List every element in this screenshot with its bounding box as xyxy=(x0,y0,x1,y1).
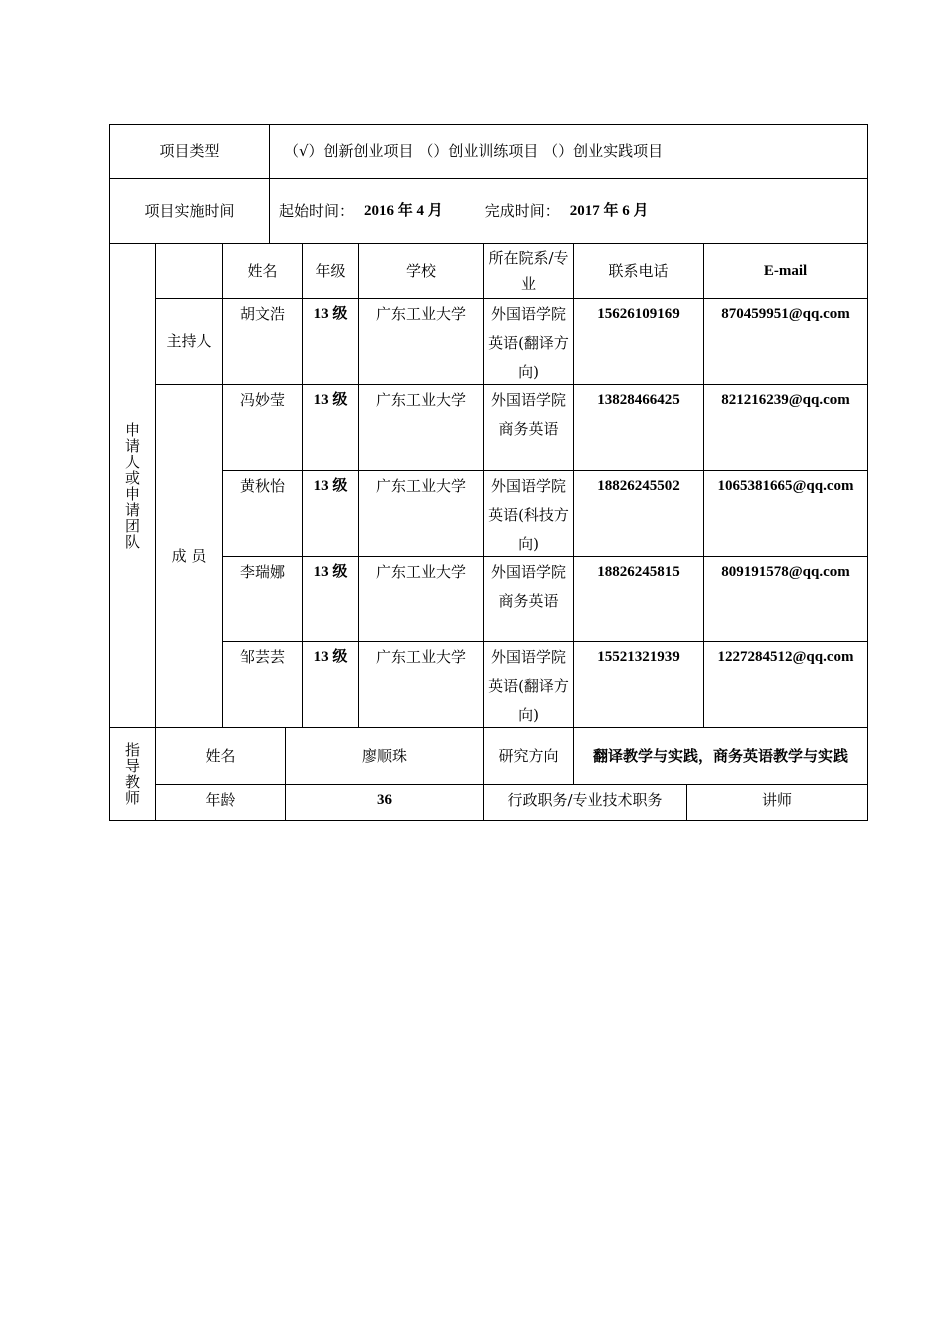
project-time-label: 项目实施时间 xyxy=(144,201,235,220)
member-grade: 13 级 xyxy=(313,478,348,494)
team-section-label xyxy=(110,244,155,727)
advisor-research-label: 研究方向 xyxy=(498,746,559,765)
member-school: 广东工业大学 xyxy=(375,391,466,409)
member-name: 冯妙莹 xyxy=(239,391,285,409)
advisor-label-char: 师 xyxy=(124,789,140,807)
advisor-age-label: 年龄 xyxy=(205,791,236,809)
advisor-label-char: 导 xyxy=(124,757,140,775)
member-phone: 15521321939 xyxy=(597,649,680,665)
team-label-char: 或 xyxy=(124,468,140,487)
members-label: 成 员 xyxy=(171,546,207,565)
advisor-label-char: 教 xyxy=(124,773,140,791)
member-dept: 外国语学院商务英语 xyxy=(490,563,566,610)
start-time-label: 起始时间： xyxy=(279,201,355,220)
advisor-name-label: 姓名 xyxy=(205,746,236,765)
team-label-char: 人 xyxy=(124,452,140,471)
member-phone: 18826245815 xyxy=(597,564,680,580)
header-dept: 所在院系/专业 xyxy=(488,249,569,293)
host-grade: 13 级 xyxy=(313,306,348,322)
header-phone: 联系电话 xyxy=(608,261,669,280)
host-phone: 15626109169 xyxy=(597,306,680,322)
host-dept: 外国语学院英语(翻译方向) xyxy=(488,305,569,381)
member-dept: 外国语学院英语(科技方向) xyxy=(488,477,569,553)
member-email: 1227284512@qq.com xyxy=(717,649,854,665)
member-email: 809191578@qq.com xyxy=(721,564,850,580)
project-time-value xyxy=(270,179,867,243)
member-phone: 13828466425 xyxy=(597,392,680,408)
member-dept: 外国语学院英语(翻译方向) xyxy=(488,648,569,724)
advisor-title-label: 行政职务/专业技术职务 xyxy=(507,791,663,809)
start-time-value: 2016 年 4 月 xyxy=(364,202,443,219)
advisor-title: 讲师 xyxy=(761,791,792,809)
header-grade: 年级 xyxy=(315,261,346,280)
member-grade: 13 级 xyxy=(313,392,348,408)
team-label-char: 队 xyxy=(124,532,140,551)
header-email: E-mail xyxy=(763,262,808,279)
member-phone: 18826245502 xyxy=(597,478,680,494)
advisor-section-label xyxy=(110,728,155,820)
member-grade: 13 级 xyxy=(313,564,348,580)
project-type-label: 项目类型 xyxy=(159,142,220,160)
member-school: 广东工业大学 xyxy=(375,563,466,581)
member-email: 821216239@qq.com xyxy=(721,392,850,408)
member-email: 1065381665@qq.com xyxy=(717,478,854,494)
team-label-char: 申 xyxy=(124,484,140,503)
end-time-value: 2017 年 6 月 xyxy=(569,202,649,219)
team-label-char: 团 xyxy=(124,516,140,535)
advisor-research: 翻译教学与实践，商务英语教学与实践 xyxy=(592,747,848,765)
table-border xyxy=(867,124,868,821)
header-school: 学校 xyxy=(405,261,436,280)
project-type-value: （√）创新创业项目 （）创业训练项目 （）创业实践项目 xyxy=(284,142,664,160)
host-school: 广东工业大学 xyxy=(375,305,466,323)
member-grade: 13 级 xyxy=(313,649,348,665)
member-school: 广东工业大学 xyxy=(375,477,466,495)
advisor-age: 36 xyxy=(377,792,392,808)
member-name: 邹芸芸 xyxy=(239,648,285,666)
team-label-char: 请 xyxy=(124,436,140,455)
team-label-char: 申 xyxy=(124,420,140,439)
member-dept: 外国语学院商务英语 xyxy=(490,391,566,438)
end-time-label: 完成时间： xyxy=(484,201,560,220)
team-label-char: 请 xyxy=(124,500,140,519)
table-border xyxy=(109,820,868,821)
host-email: 870459951@qq.com xyxy=(721,306,850,322)
member-name: 李瑞娜 xyxy=(239,563,285,581)
advisor-label-char: 指 xyxy=(124,741,140,759)
host-label: 主持人 xyxy=(166,332,212,350)
host-name: 胡文浩 xyxy=(239,305,285,323)
member-name: 黄秋怡 xyxy=(239,477,285,495)
advisor-name: 廖顺珠 xyxy=(361,746,407,765)
header-name: 姓名 xyxy=(247,261,278,280)
member-school: 广东工业大学 xyxy=(375,648,466,666)
